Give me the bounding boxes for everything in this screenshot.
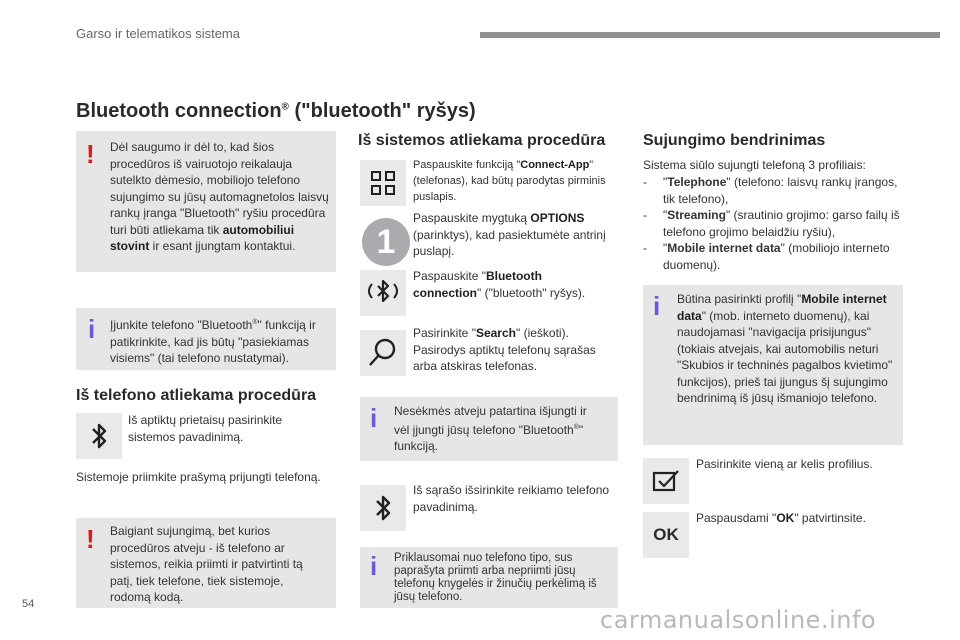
step-bluetooth-connection: Paspauskite "Bluetooth connection" ("bluetooth" ryšys). bbox=[413, 269, 586, 300]
watermark: carmanualsonline.info bbox=[600, 606, 877, 634]
accept-request-text: Sistemoje priimkite prašymą prijungti telefoną. bbox=[76, 470, 321, 484]
ok-label: OK bbox=[653, 525, 679, 544]
safety-warning-box bbox=[76, 131, 336, 272]
search-magnifier-icon bbox=[366, 336, 400, 370]
ok-button-tile bbox=[643, 512, 689, 558]
pairing-sharing-heading: Sujungimo bendrinimas bbox=[643, 132, 826, 149]
connect-app-icon-tile bbox=[360, 160, 406, 206]
warning-mark: ! bbox=[86, 139, 95, 169]
profile-mobile-internet: - "Mobile internet data" (mobiliojo interneto duomenų). bbox=[643, 241, 890, 272]
phone-procedure-heading: Iš telefono atliekama procedūra bbox=[76, 387, 317, 404]
select-profiles-text: Pasirinkite vieną ar kelis profilius. bbox=[696, 457, 873, 471]
header-bar bbox=[480, 32, 940, 38]
step-number-badge: 1 bbox=[362, 218, 410, 266]
bluetooth-connection-icon-tile bbox=[360, 270, 406, 316]
bluetooth-icon-tile bbox=[360, 485, 406, 531]
bluetooth-icon bbox=[373, 493, 393, 523]
code-warning-text: Baigiant sujungimą, bet kurios procedūros atveju - iš telefono ar sistemos, reikia priimti ir patvirtinti tą patį, tiek telefone, tiek sistemoje, rodomą kodą. bbox=[110, 524, 303, 604]
info-mark: i bbox=[653, 291, 661, 321]
phone-step-select-system: Iš aptiktų prietaisų pasirinkite sistemos pavadinimą. bbox=[128, 413, 283, 444]
visibility-info-box bbox=[76, 308, 336, 370]
section-header: Garso ir telematikos sistema bbox=[76, 26, 240, 41]
profile-telephone: - "Telephone" (telefono: laisvų rankų įrangos, tik telefono), bbox=[643, 175, 898, 206]
phonebook-info-box bbox=[360, 547, 618, 608]
system-procedure-heading: Iš sistemos atliekama procedūra bbox=[358, 132, 606, 149]
page-title: Bluetooth connection® ("bluetooth" ryšys) bbox=[76, 100, 476, 122]
info-mark: i bbox=[370, 551, 378, 581]
code-warning-box bbox=[76, 518, 336, 608]
mobile-data-info-text: Būtina pasirinkti profilį "Mobile internet data" (mob. interneto duomenų), kai naudojamasi "navigacija prisijungus" (tokiais atvejais, kai automobilis neturi "Skubios ir techninės pagalbos kvietimo" funkcijos), prieš tai įjungus šį sujungimo bendrinimą iš jūsų išmaniojo telefono. bbox=[677, 292, 893, 405]
profile-select-icon-tile bbox=[643, 458, 689, 504]
connect-app-grid-icon bbox=[370, 170, 396, 196]
safety-warning-text: Dėl saugumo ir dėl to, kad šios procedūros iš vairuotojo reikalauja sutelkto dėmesio, mobiliojo telefono sujungimo su jūsų automagnetolos laisvų rankų įranga "Bluetooth" ryšiu procedūra turi būti atliekama tik automobiliui stovint ir esant įjungtam kontaktui. bbox=[110, 140, 329, 253]
step-options: Paspauskite mygtuką OPTIONS (parinktys), kad pasiektumėte antrinį puslapį. bbox=[413, 211, 606, 258]
profile-streaming: - "Streaming" (srautinio grojimo: garso failų iš telefono grojimo belaidžiu ryšiu), bbox=[643, 208, 900, 239]
retry-info-text: Nesėkmės atveju patartina išjungti ir vėl įjungti jūsų telefono "Bluetooth®" funkciją. bbox=[394, 404, 587, 453]
step-select-phone: Iš sąrašo išsirinkite reikiamo telefono pavadinimą. bbox=[413, 483, 610, 514]
retry-info-box bbox=[360, 397, 618, 461]
bluetooth-icon-tile bbox=[76, 413, 122, 459]
warning-mark: ! bbox=[86, 524, 95, 554]
phonebook-info-text: Priklausomai nuo telefono tipo, sus paprašyta priimti arba nepriimti jūsų telefonų knygelės ir žinučių perkėlimą iš jūsų telefono. bbox=[394, 552, 597, 603]
visibility-info-text: Įjunkite telefono "Bluetooth®" funkciją ir patikrinkite, kad jis būtų "pasiekiamas visiems" (tai telefono nustatymai). bbox=[110, 318, 316, 365]
mobile-data-info-box bbox=[643, 285, 903, 445]
info-mark: i bbox=[370, 403, 378, 433]
page-number: 54 bbox=[22, 598, 35, 610]
profiles-intro: Sistema siūlo sujungti telefoną 3 profiliais: bbox=[643, 158, 866, 172]
step-connect-app: Paspauskite funkciją "Connect-App" (telefonas), kad būtų parodytas pirminis puslapis. bbox=[413, 159, 606, 203]
search-icon-tile bbox=[360, 330, 406, 376]
info-mark: i bbox=[88, 314, 96, 344]
bluetooth-icon bbox=[89, 421, 109, 451]
step-search: Pasirinkite "Search" (ieškoti). Pasirodys aptiktų telefonų sąrašas arba atskiras telefonas. bbox=[413, 326, 596, 373]
confirm-ok-text: Paspausdami "OK" patvirtinsite. bbox=[696, 511, 866, 525]
bluetooth-connection-icon bbox=[363, 276, 403, 310]
profiles-list bbox=[643, 174, 905, 273]
profile-check-icon bbox=[651, 468, 681, 494]
